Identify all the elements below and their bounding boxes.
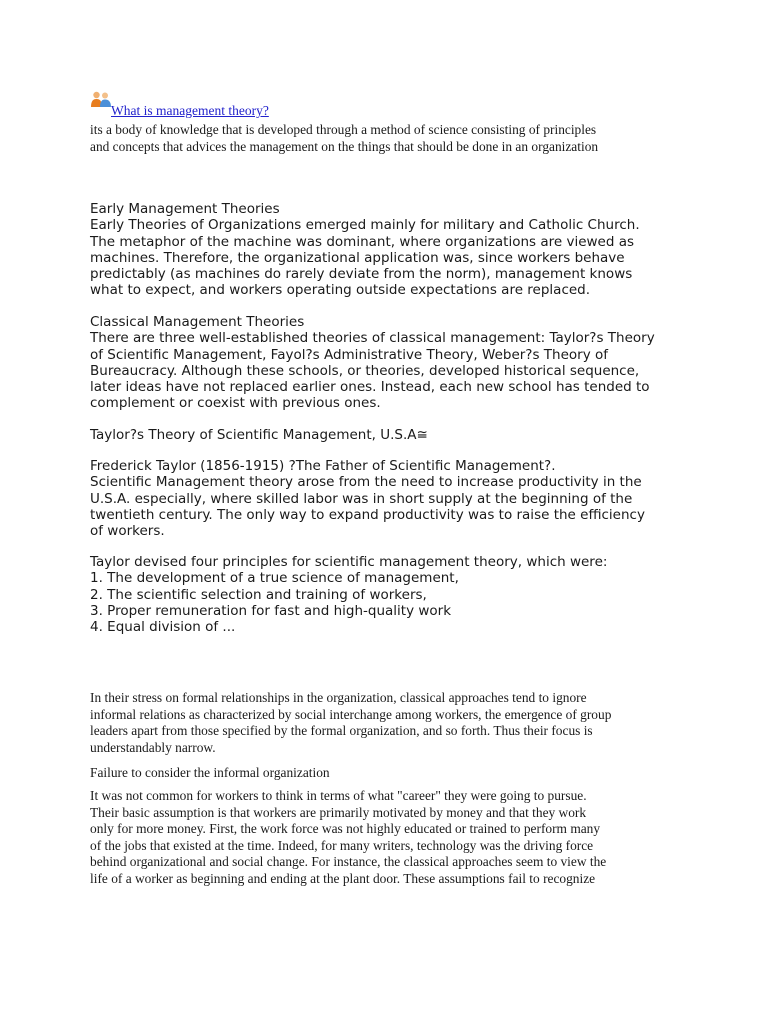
principles-intro: Taylor devised four principles for scientific management theory, which were: <box>90 554 608 570</box>
text-line: informal relations as characterized by social interchange among workers, the emergence of group <box>90 706 612 722</box>
failure-heading-block <box>90 765 330 782</box>
text-line: of the jobs that existed at the time. Indeed, for many writers, technology was the driving force <box>90 837 594 853</box>
people-icon <box>90 90 112 108</box>
text-line: only for more money. First, the work force was not highly educated or trained to perform many <box>90 821 601 836</box>
early-theories-section <box>90 201 640 299</box>
text-line: behind organizational and social change. For instance, the classical approaches seem to view the <box>90 854 607 869</box>
text-line: understandably narrow. <box>90 739 216 755</box>
section-heading: Taylor?s Theory of Scientific Management, U.S.A≅ <box>90 427 428 443</box>
list-item: 4. Equal division of ... <box>90 619 236 636</box>
text-line: There are three well-established theories of classical management: Taylor?s Theory <box>90 330 655 347</box>
list-item: 3. Proper remuneration for fast and high-quality work <box>90 602 452 619</box>
text-line: Scientific Management theory arose from the need to increase productivity in the <box>90 474 642 491</box>
text-line: predictably (as machines do rarely deviate from the norm), management knows <box>90 266 633 283</box>
text-line: In their stress on formal relationships in the organization, classical approaches tend to ignore <box>90 690 587 705</box>
text-line: of Scientific Management, Fayol?s Administrative Theory, Weber?s Theory of <box>90 346 609 363</box>
section-heading: Classical Management Theories <box>90 314 305 330</box>
definition-paragraph <box>90 122 598 155</box>
section-heading: Failure to consider the informal organization <box>90 765 330 780</box>
classical-theories-section <box>90 314 655 412</box>
list-item: 2. The scientific selection and training of workers, <box>90 586 427 603</box>
text-line: and concepts that advices the management on the things that should be done in an organization <box>90 138 599 154</box>
management-theory-link[interactable]: What is management theory? <box>111 103 269 118</box>
failure-paragraph <box>90 788 606 887</box>
taylor-section <box>90 458 645 539</box>
principles-section <box>90 554 607 635</box>
text-line: later ideas have not replaced earlier ones. Instead, each new school has tended to <box>90 379 650 396</box>
informal-relations-paragraph <box>90 690 611 756</box>
text-line: machines. Therefore, the organizational application was, since workers behave <box>90 249 625 266</box>
text-line: twentieth century. The only way to expand productivity was to raise the efficiency <box>90 506 645 523</box>
text-line: complement or coexist with previous ones. <box>90 395 381 412</box>
text-line: The metaphor of the machine was dominant, where organizations are viewed as <box>90 233 635 250</box>
text-line: life of a worker as beginning and ending at the plant door. These assumptions fail to recognize <box>90 870 596 886</box>
text-line: of workers. <box>90 523 165 540</box>
text-line: U.S.A. especially, where skilled labor was in short supply at the beginning of the <box>90 490 633 507</box>
text-line: It was not common for workers to think in terms of what "career" they were going to pursue. <box>90 788 587 803</box>
taylor-heading-block <box>90 427 428 443</box>
text-line: Their basic assumption is that workers are primarily motivated by money and that they work <box>90 804 587 820</box>
text-line: what to expect, and workers operating outside expectations are replaced. <box>90 282 591 299</box>
section-heading: Early Management Theories <box>90 201 280 217</box>
text-line: Frederick Taylor (1856-1915) ?The Father of Scientific Management?. <box>90 458 556 474</box>
text-line: its a body of knowledge that is developed through a method of science consisting of principles <box>90 122 597 137</box>
list-item: 1. The development of a true science of management, <box>90 570 459 587</box>
text-line: Bureaucracy. Although these schools, or theories, developed historical sequence, <box>90 362 640 379</box>
text-line: leaders apart from those specified by the formal organization, and so forth. Thus their focus is <box>90 723 593 738</box>
text-line: Early Theories of Organizations emerged mainly for military and Catholic Church. <box>90 217 640 234</box>
